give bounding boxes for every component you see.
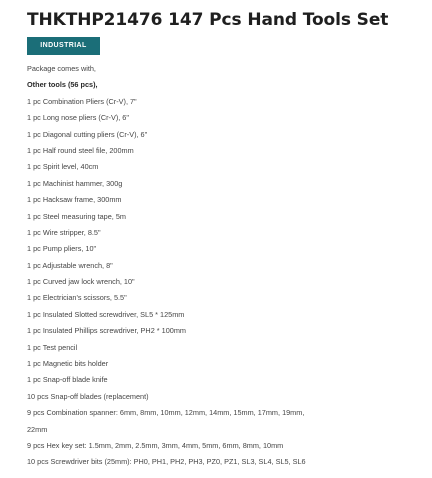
list-item: 1 pc Spirit level, 40cm xyxy=(27,162,99,172)
list-item: 1 pc Wire stripper, 8.5" xyxy=(27,227,101,237)
package-intro: Package comes with, xyxy=(27,64,96,73)
list-item: 1 pc Diagonal cutting pliers (Cr-V), 6" xyxy=(27,129,148,139)
list-item: 1 pc Combination Pliers (Cr-V), 7" xyxy=(27,96,137,106)
section-heading-other-tools: Other tools (56 pcs), xyxy=(27,80,98,90)
product-title: THKTHP21476 147 Pcs Hand Tools Set xyxy=(27,10,389,30)
list-item: 1 pc Adjustable wrench, 8" xyxy=(27,260,113,270)
list-item: 10 pcs Snap-off blades (replacement) xyxy=(27,391,149,401)
tool-list xyxy=(27,94,422,471)
list-item: 1 pc Snap-off blade knife xyxy=(27,375,108,385)
list-item: 1 pc Magnetic bits holder xyxy=(27,359,109,369)
category-badge-industrial[interactable]: INDUSTRIAL xyxy=(27,37,100,55)
list-item: 1 pc Insulated Phillips screwdriver, PH2 * 100mm xyxy=(27,326,186,336)
list-item: 1 pc Half round steel file, 200mm xyxy=(27,145,134,155)
list-item: 10 pcs Screwdriver bits (25mm): PH0, PH1, PH2, PH3, PZ0, PZ1, SL3, SL4, SL5, SL6 xyxy=(27,457,306,467)
package-contents xyxy=(27,61,422,471)
list-item: 1 pc Hacksaw frame, 300mm xyxy=(27,195,122,205)
list-item: 1 pc Machinist hammer, 300g xyxy=(27,178,123,188)
list-item: 1 pc Electrician's scissors, 5.5" xyxy=(27,293,127,303)
list-item: 1 pc Curved jaw lock wrench, 10" xyxy=(27,277,135,287)
list-item: 1 pc Long nose pliers (Cr-V), 6" xyxy=(27,113,129,123)
list-item: 9 pcs Hex key set: 1.5mm, 2mm, 2.5mm, 3mm, 4mm, 5mm, 6mm, 8mm, 10mm xyxy=(27,440,284,450)
list-item: 1 pc Insulated Slotted screwdriver, SL5 * 125mm xyxy=(27,309,185,319)
list-item: 1 pc Steel measuring tape, 5m xyxy=(27,211,126,221)
list-item: 9 pcs Combination spanner: 6mm, 8mm, 10mm, 12mm, 14mm, 15mm, 17mm, 19mm, xyxy=(27,408,305,418)
list-item: 1 pc Pump pliers, 10" xyxy=(27,244,97,254)
list-item: 22mm xyxy=(27,424,48,434)
list-item: 1 pc Test pencil xyxy=(27,342,78,352)
